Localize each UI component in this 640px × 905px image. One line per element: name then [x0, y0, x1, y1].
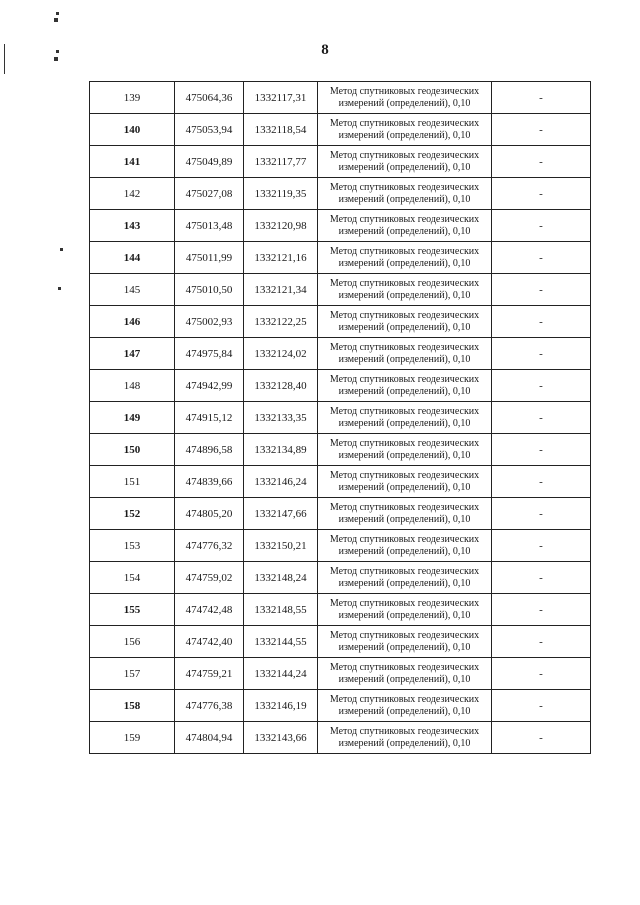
point-number-cell: 139 [90, 82, 175, 114]
method-line-1: Метод спутниковых геодезических [329, 245, 480, 257]
y-coordinate-cell: 1332120,98 [244, 210, 318, 242]
y-coordinate-cell: 1332144,24 [244, 658, 318, 690]
x-coordinate-cell: 474839,66 [175, 466, 244, 498]
table-row [90, 626, 591, 658]
x-coordinate-cell: 474896,58 [175, 434, 244, 466]
method-cell [318, 146, 492, 178]
method-line-1: Метод спутниковых геодезических [329, 533, 480, 545]
method-line-2: измерений (определений), 0,10 [338, 641, 471, 653]
method-line-1: Метод спутниковых геодезических [329, 469, 480, 481]
method-cell [318, 530, 492, 562]
method-cell [318, 466, 492, 498]
x-coordinate-cell: 475064,36 [175, 82, 244, 114]
method-line-2: измерений (определений), 0,10 [338, 545, 471, 557]
method-cell [318, 210, 492, 242]
y-coordinate-cell: 1332117,31 [244, 82, 318, 114]
method-cell [318, 722, 492, 754]
method-line-1: Метод спутниковых геодезических [329, 565, 480, 577]
method-line-1: Метод спутниковых геодезических [329, 213, 480, 225]
method-line-1: Метод спутниковых геодезических [329, 405, 480, 417]
x-coordinate-cell: 474942,99 [175, 370, 244, 402]
x-coordinate-cell: 474742,48 [175, 594, 244, 626]
point-number-cell: 145 [90, 274, 175, 306]
point-number-cell: 146 [90, 306, 175, 338]
table-row [90, 178, 591, 210]
x-coordinate-cell: 475049,89 [175, 146, 244, 178]
point-number-cell: 144 [90, 242, 175, 274]
method-line-1: Метод спутниковых геодезических [329, 181, 480, 193]
method-cell [318, 114, 492, 146]
method-line-1: Метод спутниковых геодезических [329, 693, 480, 705]
y-coordinate-cell: 1332122,25 [244, 306, 318, 338]
x-coordinate-cell: 474805,20 [175, 498, 244, 530]
x-coordinate-cell: 475011,99 [175, 242, 244, 274]
y-coordinate-cell: 1332150,21 [244, 530, 318, 562]
method-line-1: Метод спутниковых геодезических [329, 661, 480, 673]
x-coordinate-cell: 474915,12 [175, 402, 244, 434]
description-cell: - [492, 466, 591, 498]
table-row [90, 146, 591, 178]
method-cell [318, 402, 492, 434]
description-cell: - [492, 242, 591, 274]
point-number-cell: 158 [90, 690, 175, 722]
table-row [90, 466, 591, 498]
y-coordinate-cell: 1332124,02 [244, 338, 318, 370]
description-cell: - [492, 210, 591, 242]
description-cell: - [492, 338, 591, 370]
scan-mark [54, 57, 58, 61]
method-cell [318, 562, 492, 594]
y-coordinate-cell: 1332121,34 [244, 274, 318, 306]
method-line-1: Метод спутниковых геодезических [329, 373, 480, 385]
y-coordinate-cell: 1332148,24 [244, 562, 318, 594]
y-coordinate-cell: 1332147,66 [244, 498, 318, 530]
method-line-2: измерений (определений), 0,10 [338, 321, 471, 333]
y-coordinate-cell: 1332117,77 [244, 146, 318, 178]
method-line-2: измерений (определений), 0,10 [338, 481, 471, 493]
y-coordinate-cell: 1332128,40 [244, 370, 318, 402]
method-line-1: Метод спутниковых геодезических [329, 149, 480, 161]
point-number-cell: 149 [90, 402, 175, 434]
scan-mark [60, 248, 63, 251]
method-cell [318, 82, 492, 114]
description-cell: - [492, 594, 591, 626]
method-line-2: измерений (определений), 0,10 [338, 161, 471, 173]
scan-mark [56, 50, 59, 53]
method-line-2: измерений (определений), 0,10 [338, 193, 471, 205]
y-coordinate-cell: 1332133,35 [244, 402, 318, 434]
page-number: 8 [321, 42, 329, 58]
method-line-2: измерений (определений), 0,10 [338, 673, 471, 685]
method-line-1: Метод спутниковых геодезических [329, 117, 480, 129]
x-coordinate-cell: 474776,38 [175, 690, 244, 722]
y-coordinate-cell: 1332146,24 [244, 466, 318, 498]
table-row [90, 82, 591, 114]
x-coordinate-cell: 475002,93 [175, 306, 244, 338]
description-cell: - [492, 690, 591, 722]
method-line-2: измерений (определений), 0,10 [338, 129, 471, 141]
description-cell: - [492, 178, 591, 210]
description-cell: - [492, 274, 591, 306]
method-cell [318, 338, 492, 370]
x-coordinate-cell: 475027,08 [175, 178, 244, 210]
method-cell [318, 498, 492, 530]
y-coordinate-cell: 1332134,89 [244, 434, 318, 466]
point-number-cell: 152 [90, 498, 175, 530]
y-coordinate-cell: 1332148,55 [244, 594, 318, 626]
method-cell [318, 242, 492, 274]
table-row [90, 434, 591, 466]
method-line-2: измерений (определений), 0,10 [338, 705, 471, 717]
method-line-2: измерений (определений), 0,10 [338, 513, 471, 525]
x-coordinate-cell: 474742,40 [175, 626, 244, 658]
description-cell: - [492, 146, 591, 178]
y-coordinate-cell: 1332119,35 [244, 178, 318, 210]
y-coordinate-cell: 1332144,55 [244, 626, 318, 658]
description-cell: - [492, 498, 591, 530]
method-line-2: измерений (определений), 0,10 [338, 385, 471, 397]
scan-mark [58, 287, 61, 290]
method-cell [318, 306, 492, 338]
coordinates-table [89, 81, 591, 754]
method-line-2: измерений (определений), 0,10 [338, 609, 471, 621]
table-row [90, 594, 591, 626]
table-row [90, 498, 591, 530]
method-cell [318, 178, 492, 210]
point-number-cell: 140 [90, 114, 175, 146]
method-cell [318, 434, 492, 466]
table-row [90, 402, 591, 434]
table-row [90, 210, 591, 242]
table-row [90, 114, 591, 146]
x-coordinate-cell: 474759,21 [175, 658, 244, 690]
description-cell: - [492, 370, 591, 402]
table-row [90, 338, 591, 370]
method-line-2: измерений (определений), 0,10 [338, 737, 471, 749]
method-line-1: Метод спутниковых геодезических [329, 85, 480, 97]
point-number-cell: 148 [90, 370, 175, 402]
description-cell: - [492, 562, 591, 594]
method-cell [318, 274, 492, 306]
method-line-1: Метод спутниковых геодезических [329, 501, 480, 513]
scan-mark [4, 44, 5, 74]
method-line-1: Метод спутниковых геодезических [329, 277, 480, 289]
table-row [90, 722, 591, 754]
x-coordinate-cell: 474975,84 [175, 338, 244, 370]
method-line-1: Метод спутниковых геодезических [329, 309, 480, 321]
description-cell: - [492, 402, 591, 434]
method-cell [318, 658, 492, 690]
method-cell [318, 370, 492, 402]
table-row [90, 690, 591, 722]
scan-mark [56, 12, 59, 15]
point-number-cell: 156 [90, 626, 175, 658]
table-row [90, 274, 591, 306]
table-row [90, 242, 591, 274]
point-number-cell: 150 [90, 434, 175, 466]
x-coordinate-cell: 474804,94 [175, 722, 244, 754]
method-line-2: измерений (определений), 0,10 [338, 289, 471, 301]
point-number-cell: 159 [90, 722, 175, 754]
method-line-1: Метод спутниковых геодезических [329, 437, 480, 449]
description-cell: - [492, 626, 591, 658]
point-number-cell: 154 [90, 562, 175, 594]
point-number-cell: 153 [90, 530, 175, 562]
method-cell [318, 594, 492, 626]
method-line-1: Метод спутниковых геодезических [329, 597, 480, 609]
point-number-cell: 142 [90, 178, 175, 210]
x-coordinate-cell: 474759,02 [175, 562, 244, 594]
description-cell: - [492, 658, 591, 690]
x-coordinate-cell: 475053,94 [175, 114, 244, 146]
method-line-2: измерений (определений), 0,10 [338, 417, 471, 429]
description-cell: - [492, 82, 591, 114]
method-line-2: измерений (определений), 0,10 [338, 257, 471, 269]
method-line-1: Метод спутниковых геодезических [329, 725, 480, 737]
method-line-1: Метод спутниковых геодезических [329, 629, 480, 641]
table-row [90, 530, 591, 562]
method-line-2: измерений (определений), 0,10 [338, 353, 471, 365]
method-cell [318, 626, 492, 658]
x-coordinate-cell: 474776,32 [175, 530, 244, 562]
x-coordinate-cell: 475013,48 [175, 210, 244, 242]
point-number-cell: 155 [90, 594, 175, 626]
table-row [90, 562, 591, 594]
method-line-2: измерений (определений), 0,10 [338, 225, 471, 237]
table-row [90, 306, 591, 338]
scan-mark [54, 18, 58, 22]
table-row [90, 370, 591, 402]
method-line-2: измерений (определений), 0,10 [338, 449, 471, 461]
y-coordinate-cell: 1332143,66 [244, 722, 318, 754]
method-cell [318, 690, 492, 722]
method-line-1: Метод спутниковых геодезических [329, 341, 480, 353]
point-number-cell: 141 [90, 146, 175, 178]
description-cell: - [492, 530, 591, 562]
y-coordinate-cell: 1332146,19 [244, 690, 318, 722]
method-line-2: измерений (определений), 0,10 [338, 97, 471, 109]
method-line-2: измерений (определений), 0,10 [338, 577, 471, 589]
description-cell: - [492, 114, 591, 146]
point-number-cell: 143 [90, 210, 175, 242]
y-coordinate-cell: 1332118,54 [244, 114, 318, 146]
table-row [90, 658, 591, 690]
point-number-cell: 157 [90, 658, 175, 690]
x-coordinate-cell: 475010,50 [175, 274, 244, 306]
point-number-cell: 151 [90, 466, 175, 498]
point-number-cell: 147 [90, 338, 175, 370]
description-cell: - [492, 434, 591, 466]
y-coordinate-cell: 1332121,16 [244, 242, 318, 274]
description-cell: - [492, 722, 591, 754]
description-cell: - [492, 306, 591, 338]
